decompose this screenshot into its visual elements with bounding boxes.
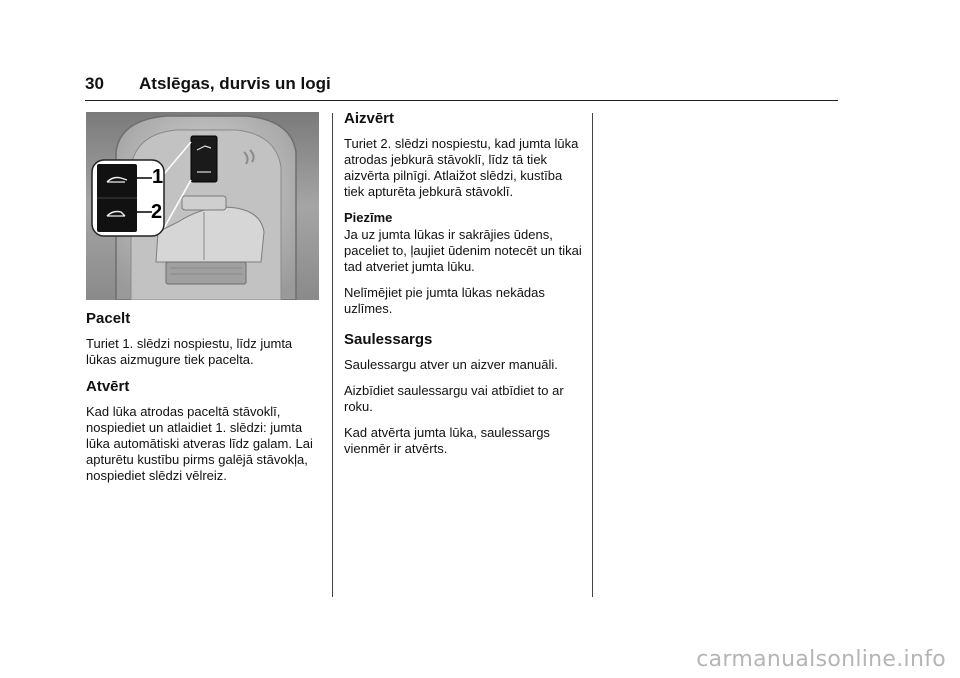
sunroof-switch-figure [86, 112, 319, 300]
left-column [86, 112, 322, 494]
note-paragraph-1: Ja uz jumta lūkas ir sakrājies ūdens, paceliet to, ļaujiet ūdenim notecēt un tikai tad atveriet jumta lūku. [344, 227, 582, 274]
page-title: Atslēgas, durvis un logi [139, 74, 331, 93]
paragraph-atvert: Kad lūka atrodas paceltā stāvoklī, nospiediet un atlaidiet 1. slēdzi: jumta lūka automātiski atveras līdz galam. Lai apturētu kustību pirms galējā stāvokļa, nospiediet slēdzi vēlreiz. [86, 404, 313, 483]
heading-saulessargs: Saulessargs [344, 331, 433, 348]
column-divider-left [332, 113, 333, 597]
heading-pacelt: Pacelt [86, 310, 131, 327]
column-divider-right [592, 113, 593, 597]
page-header [85, 72, 838, 101]
callout-2: 2 [151, 201, 163, 223]
paragraph-pacelt: Turiet 1. slēdzi nospiestu, līdz jumta lūkas aizmugure tiek pacelta. [86, 336, 293, 367]
heading-atvert: Atvērt [86, 378, 130, 395]
paragraph-saulessargs-3: Kad atvērta jumta lūka, saulessargs vienmēr ir atvērts. [344, 425, 550, 456]
sunroof-switch-illustration [86, 112, 319, 300]
paragraph-saulessargs-2: Aizbīdiet saulessargu vai atbīdiet to ar roku. [344, 383, 564, 414]
paragraph-saulessargs-1: Saulessargu atver un aizver manuāli. [344, 357, 558, 372]
paragraph-aizvert: Turiet 2. slēdzi nospiestu, kad jumta lūka atrodas jebkurā stāvoklī, līdz tā tiek aizvērta pilnīgi. Atlaižot slēdzi, kustība tiek apturēta jebkurā stāvoklī. [344, 136, 579, 199]
note-paragraph-2: Nelīmējiet pie jumta lūkas nekādas uzlīmes. [344, 285, 545, 316]
callout-1: 1 [152, 166, 164, 188]
right-column [344, 110, 584, 467]
heading-aizvert: Aizvērt [344, 110, 395, 127]
page-number: 30 [85, 74, 104, 93]
watermark: carmanualsonline.info [696, 647, 946, 672]
note-label: Piezīme [344, 210, 393, 225]
